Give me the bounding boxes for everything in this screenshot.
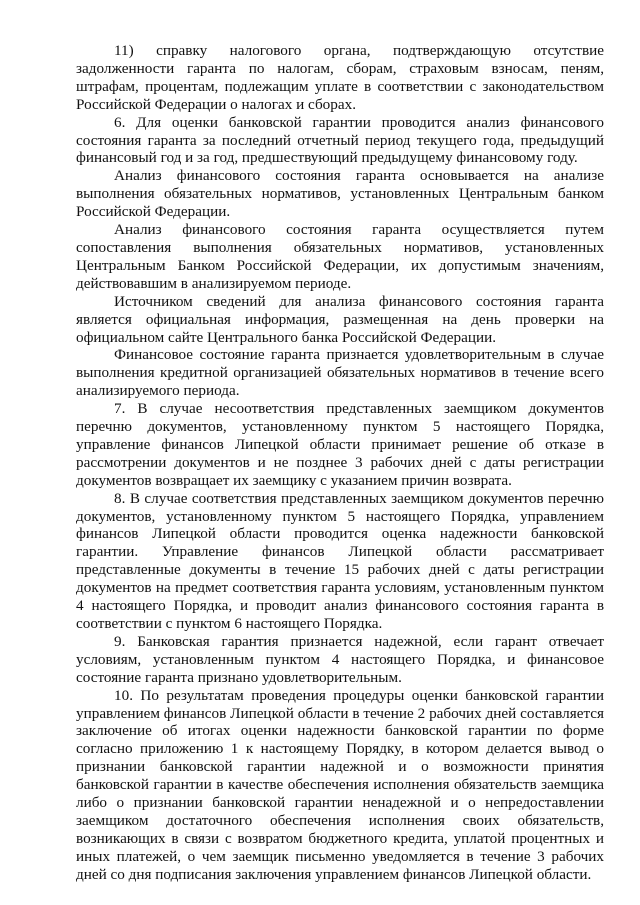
paragraph-6-guarantee-assessment: 6. Для оценки банковской гарантии проводится анализ финансового состояния гаранта за последний отчетный период текущего года, предыдущий финансовый год и за год, предшествующий предыдущему финансовому году. bbox=[76, 113, 604, 167]
paragraph-7-nonconformity: 7. В случае несоответствия представленных заемщиком документов перечню документов, установленному пунктом 5 настоящего Порядка, управление финансов Липецкой области принимает решение об отказе в рассмотрении документов и не позднее 3 рабочих дней с даты регистрации документов возвращает их заемщику с указанием причин возврата. bbox=[76, 400, 604, 489]
paragraph-item-11-tax-certificate: 11) справку налогового органа, подтверждающую отсутствие задолженности гаранта по налогам, сборам, страховым взносам, пеням, штрафам, процентам, подлежащим уплате в соответствии с законодательством Российской Федерации о налогах и сборах. bbox=[76, 42, 604, 113]
paragraph-analysis-basis: Анализ финансового состояния гаранта основывается на анализе выполнения обязательных нормативов, установленных Центральным банком Российской Федерации. bbox=[76, 167, 604, 221]
paragraph-analysis-method: Анализ финансового состояния гаранта осуществляется путем сопоставления выполнения обязательных нормативов, установленных Центральным Банком Российской Федерации, их допустимым значениям, действовавшим в анализируемом периоде. bbox=[76, 221, 604, 292]
document-page bbox=[76, 42, 604, 884]
paragraph-10-assessment-results: 10. По результатам проведения процедуры оценки банковской гарантии управлением финансов Липецкой области в течение 2 рабочих дней составляется заключение об итогах оценки надежности банковской гарантии по форме согласно приложению 1 к настоящему Порядку, в котором делается вывод о признании банковской гарантии надежной и о возможности принятия банковской гарантии в качестве обеспечения исполнения обязательств заемщика либо о признании банковской гарантии ненадежной и о непредоставлении заемщиком достаточного обеспечения исполнения своих обязательств, возникающих в связи с возвратом бюджетного кредита, уплатой процентных и иных платежей, о чем заемщик письменно уведомляется в течение 3 рабочих дней со дня подписания заключения управлением финансов Липецкой области. bbox=[76, 686, 604, 883]
paragraph-8-conformity: 8. В случае соответствия представленных заемщиком документов перечню документов, установленному пунктом 5 настоящего Порядка, управлением финансов Липецкой области проводится оценка надежности банковской гарантии. Управление финансов Липецкой области рассматривает представленные документы в течение 15 рабочих дней с даты регистрации документов на предмет соответствия гаранта условиям, установленным пунктом 4 настоящего Порядка, и проводит анализ финансового состояния гаранта в соответствии с пунктом 6 настоящего Порядка. bbox=[76, 489, 604, 632]
paragraph-satisfactory-condition: Финансовое состояние гаранта признается удовлетворительным в случае выполнения кредитной организацией обязательных нормативов в течение всего анализируемого периода. bbox=[76, 346, 604, 400]
paragraph-9-reliable-guarantee: 9. Банковская гарантия признается надежной, если гарант отвечает условиям, установленным пунктом 4 настоящего Порядка, и финансовое состояние гаранта признано удовлетворительным. bbox=[76, 632, 604, 686]
paragraph-information-source: Источником сведений для анализа финансового состояния гаранта является официальная информация, размещенная на день проверки на официальном сайте Центрального банка Российской Федерации. bbox=[76, 292, 604, 346]
